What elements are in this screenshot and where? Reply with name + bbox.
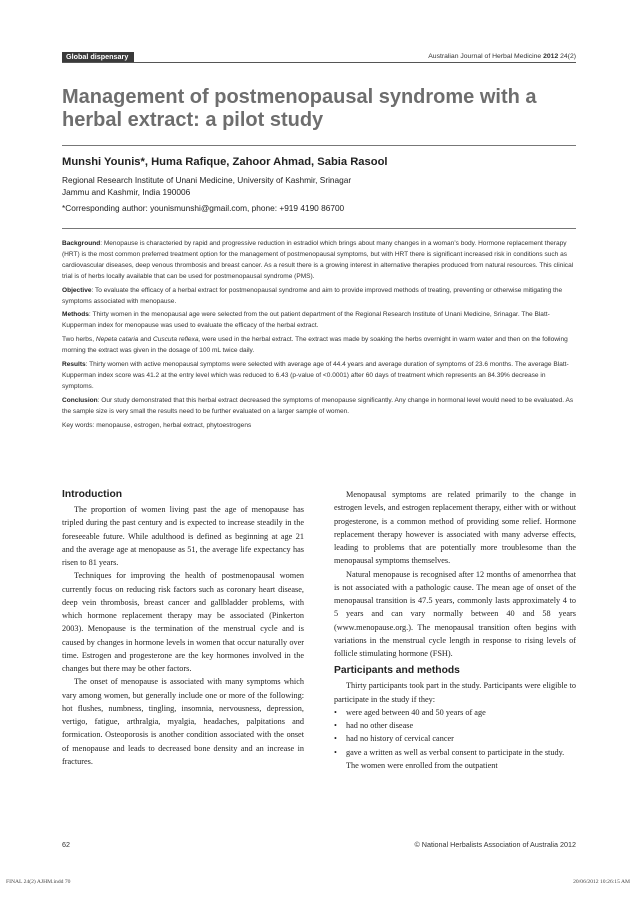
intro-paragraph-2: Techniques for improving the health of postmenopausal women currently focus on reducing risk factors such as coronary heart disease, deep vein thrombosis, breast cancer and gallbladder problems, with which hormone replacement therapy may be associated (Pinkerton 2003). Menopause is the termination of the menstrual cycle and is caused by changes in hormone levels in women that occur naturally over time. Estrogen and progesterone are the key hormones involved in the changes but there may be other factors. bbox=[62, 571, 304, 673]
methods-text: : Thirty women in the menopausal age were selected from the out patient department of the Regional Research Institute of Unani Medicine, Srinagar. The Blatt-Kupperman index for menopause was used to evaluate the efficacy of the herbal extract. bbox=[62, 311, 550, 330]
keywords: Key words: menopause, estrogen, herbal extract, phytoestrogens bbox=[62, 421, 252, 429]
author-rule bbox=[62, 228, 576, 229]
affiliation-line-2: Jammu and Kashmir, India 190006 bbox=[62, 187, 191, 197]
conclusion-text: : Our study demonstrated that this herbal extract decreased the symptoms of menopause significantly. Any change in hormonal level would need to be evaluated. As the sample size is very small the results need to be further evaluated on a larger sample of women. bbox=[62, 396, 574, 415]
objective-label: Objective bbox=[62, 286, 92, 294]
print-slug-file: FINAL 24(2) AJHM.indd 70 bbox=[6, 879, 71, 885]
abstract-objective bbox=[62, 286, 576, 308]
abstract bbox=[62, 239, 576, 435]
list-item bbox=[334, 706, 576, 719]
journal-name: Australian Journal of Herbal Medicine bbox=[428, 53, 542, 60]
copyright: © National Herbalists Association of Australia 2012 bbox=[414, 840, 576, 849]
title-rule bbox=[62, 145, 576, 146]
criterion-text: had no history of cervical cancer bbox=[346, 734, 454, 744]
herb-name-1: Nepeta cataria bbox=[95, 336, 139, 344]
background-label: Background bbox=[62, 240, 101, 247]
criterion-text: were aged between 40 and 50 years of age bbox=[346, 707, 486, 717]
running-header bbox=[62, 52, 576, 62]
herbs-intro: Two herbs, bbox=[62, 336, 96, 344]
herbs-text: were used in the herbal extract. The extract was made by soaking the herbs overnight in warm water and then on the following morning the extract was given in the dosage of 100 mL twice daily. bbox=[62, 336, 568, 355]
herb-name-2: Cuscuta reflexa, bbox=[153, 336, 201, 344]
results-text: : Thirty women with active menopausal symptoms were selected with average age of 44.4 years and average duration of symptoms of 23.6 months. The average Blatt-Kupperman index score was 41.2 at the entry level which was reduced to 6.43 (p-value of <0.0001) after 60 days of treatment which represents an 84.39% decrease in symptoms. bbox=[62, 361, 569, 390]
abstract-background bbox=[62, 239, 576, 283]
abstract-results bbox=[62, 360, 576, 393]
bullet-icon: • bbox=[334, 707, 337, 717]
abstract-conclusion bbox=[62, 396, 576, 418]
intro-paragraph-1: The proportion of women living past the age of menopause has tripled during the past century and is expected to increase steadily in the foreseeable future. While adulthood is defined as beginning at age 21 and the average age at menopause as 51, the average life expectancy has risen to 81 years. bbox=[62, 505, 304, 567]
journal-year: 2012 bbox=[543, 53, 559, 60]
affiliation bbox=[62, 174, 576, 198]
methods-heading: Participants and methods bbox=[334, 665, 460, 677]
bullet-icon: • bbox=[334, 734, 337, 744]
left-column bbox=[62, 488, 304, 768]
article-title: Management of postmenopausal syndrome with a herbal extract: a pilot study bbox=[62, 86, 537, 131]
list-item bbox=[334, 732, 576, 745]
methods-intro: Thirty participants took part in the study. Participants were eligible to participate in the study if they: bbox=[334, 681, 576, 704]
criterion-text: gave a written as well as verbal consent to participate in the study. bbox=[346, 747, 565, 757]
intro-paragraph-4: Menopausal symptoms are related primarily to the change in estrogen levels, and estrogen replacement therapy, either with or without progesterone, is a common method of providing some relief. Hormone replacement therapy however is associated with many adverse effects, leading to problems that are potentially more troublesome than the menopausal symptoms themselves. bbox=[334, 490, 576, 566]
header-rule bbox=[62, 62, 576, 63]
print-slug-date: 20/06/2012 10:26:15 AM bbox=[573, 879, 630, 885]
journal-volume: 24(2) bbox=[560, 53, 576, 60]
criterion-text: had no other disease bbox=[346, 721, 414, 730]
methods-continuation: The women were enrolled from the outpatient bbox=[346, 760, 498, 770]
bullet-icon: • bbox=[334, 721, 337, 730]
bullet-icon: • bbox=[334, 747, 337, 757]
conclusion-label: Conclusion bbox=[62, 396, 98, 404]
results-label: Results bbox=[62, 361, 86, 369]
abstract-herbs bbox=[62, 335, 576, 357]
page-number: 62 bbox=[62, 840, 70, 849]
introduction-heading: Introduction bbox=[62, 489, 123, 500]
list-item bbox=[334, 719, 576, 732]
corresponding-author: *Corresponding author: younismunshi@gmail.com, phone: +919 4190 86700 bbox=[62, 203, 345, 213]
abstract-methods bbox=[62, 310, 576, 332]
intro-paragraph-5: Natural menopause is recognised after 12 months of amenorrhea that is not associated with a pathologic cause. The mean age of onset of the menopausal transition is 47.5 years, commonly lasts approximately 4 to 5 years and can vary normally between 40 and 58 years (www.menopause.org.). The menopausal transition often begins with variations in the menstrual cycle length in response to rising levels of follicle stimulating hormone (FSH). bbox=[334, 569, 576, 658]
intro-paragraph-3: The onset of menopause is associated with many symptoms which vary among women, but generally include one or more of the following: hot flushes, numbness, tingling, insomnia, nervousness, depression, vertigo, fatigue, arthralgia, myalgia, headaches, palpitations and formication. Osteoporosis is another condition associated with the onset of menopause and leads to decreased bone density and an increase in fractures. bbox=[62, 677, 304, 766]
right-column bbox=[334, 488, 576, 772]
background-text: : Menopause is characteried by rapid and progressive reduction in estradiol which brings about many changes in a woman’s body. Hormone replacement therapy (HRT) is the most common preferred treatment option for the management of postmenopausal symptoms, but with HRT there is significant increased risk in conditions such as cardiovascular diseases, deep venous thrombosis and breast cancer. As a result there is a growing interest in alternative therapies produced from natural resources. This clinical trial is of herbs locally available that can be used for postmenopausal syndrome (PMS). bbox=[62, 240, 574, 280]
objective-text: : To evaluate the efficacy of a herbal extract for postmenopausal syndrome and aim to provide improved methods of treating, preventing or otherwise mitigating the symptoms associated with menopause. bbox=[62, 286, 563, 305]
section-tag: Global dispensary bbox=[62, 52, 134, 62]
affiliation-line-1: Regional Research Institute of Unani Medicine, University of Kashmir, Srinagar bbox=[62, 175, 352, 185]
methods-label: Methods bbox=[62, 311, 89, 319]
list-item bbox=[334, 746, 576, 759]
journal-citation bbox=[428, 52, 576, 62]
author-list: Munshi Younis*, Huma Rafique, Zahoor Ahmad, Sabia Rasool bbox=[62, 156, 388, 168]
herbs-and: and bbox=[138, 336, 153, 344]
eligibility-list bbox=[334, 706, 576, 759]
